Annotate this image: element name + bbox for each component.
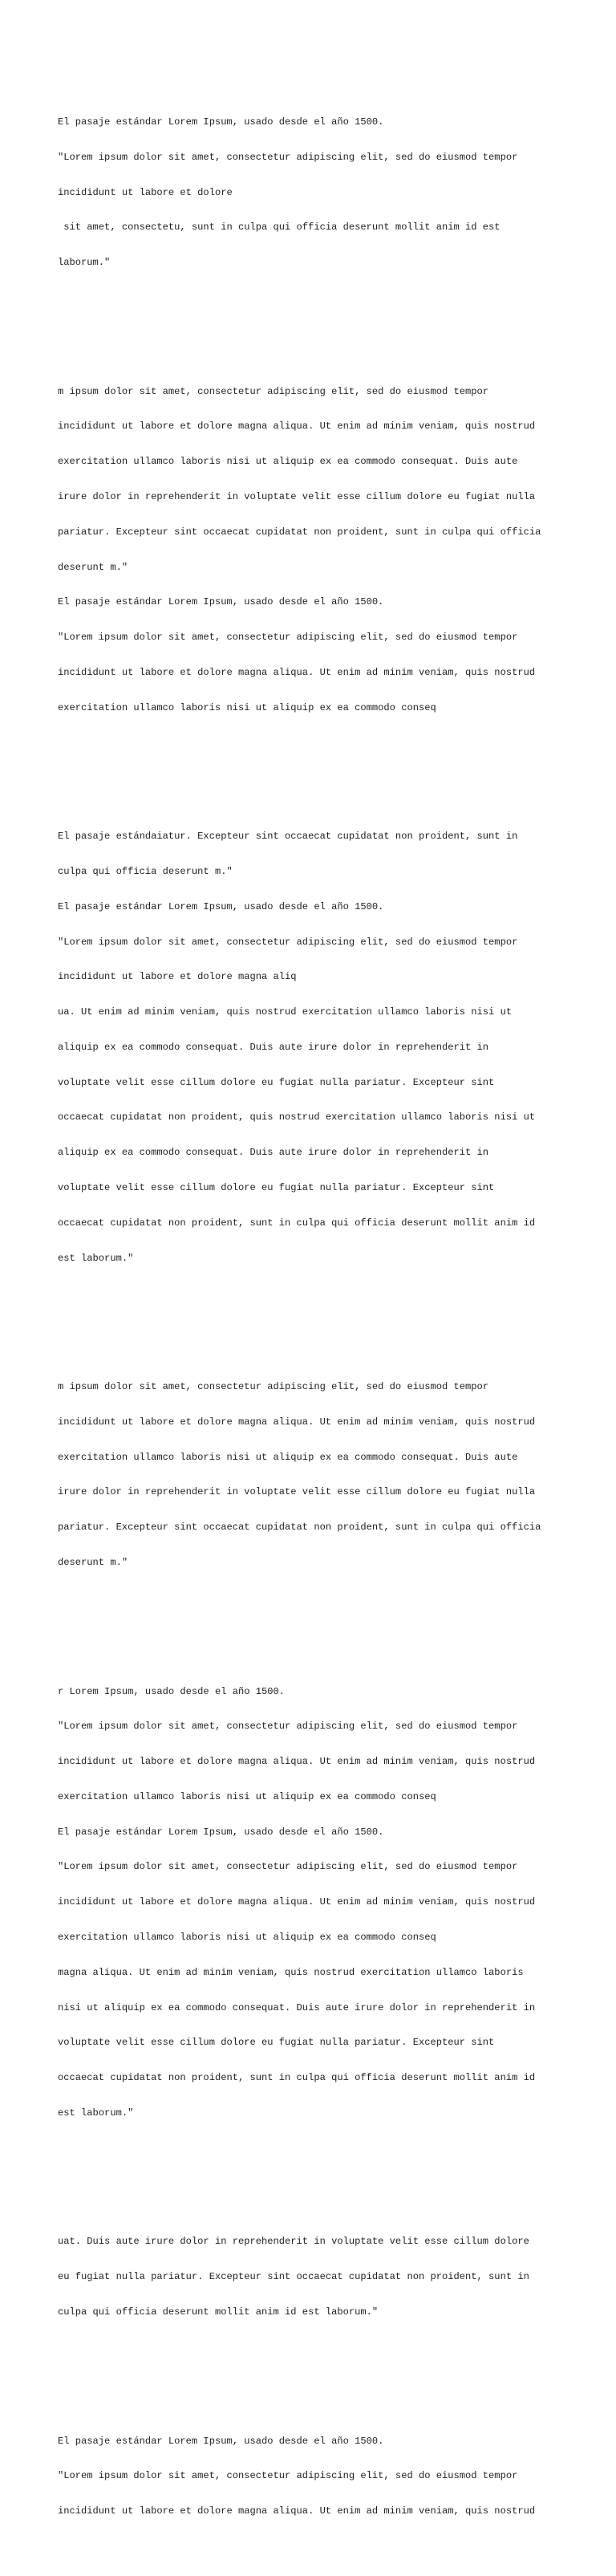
- blank-line: [58, 1311, 571, 1323]
- blank-line: [58, 761, 571, 773]
- paragraph-7: [58, 2411, 571, 2541]
- text-line: "Lorem ipsum dolor sit amet, consectetur adipiscing elit, sed do eiusmod tempor: [58, 2470, 518, 2482]
- text-line: "Lorem ipsum dolor sit amet, consectetur adipiscing elit, sed do eiusmod tempor: [58, 936, 518, 948]
- text-line: voluptate velit esse cillum dolore eu fugiat nulla pariatur. Excepteur sint: [58, 2037, 495, 2049]
- text-line: incididunt ut labore et dolore: [58, 186, 233, 198]
- text-line: occaecat cupidatat non proident, sunt in culpa qui officia deserunt mollit anim id: [58, 2072, 536, 2084]
- text-line: irure dolor in reprehenderit in voluptate velit esse cillum dolore eu fugiat nulla: [58, 490, 536, 502]
- text-line: m ipsum dolor sit amet, consectetur adipiscing elit, sed do eiusmod tempor: [58, 1381, 489, 1393]
- text-line: voluptate velit esse cillum dolore eu fugiat nulla pariatur. Excepteur sint: [58, 1076, 495, 1088]
- text-line: "Lorem ipsum dolor sit amet, consectetur adipiscing elit, sed do eiusmod tempor: [58, 632, 518, 644]
- text-line: deserunt m.": [58, 561, 128, 573]
- blank-line: [58, 2166, 571, 2178]
- paragraph-6: [58, 2212, 571, 2342]
- text-line: nisi ut aliquip ex ea commodo consequat. Duis aute irure dolor in reprehenderit in: [58, 2001, 536, 2013]
- text-line: irure dolor in reprehenderit in voluptate velit esse cillum dolore eu fugiat nulla: [58, 1486, 536, 1498]
- text-line: aliquip ex ea commodo consequat. Duis aute irure dolor in reprehenderit in: [58, 1147, 489, 1159]
- text-line: est laborum.": [58, 1252, 134, 1264]
- text-line: "Lorem ipsum dolor sit amet, consectetur adipiscing elit, sed do eiusmod tempor: [58, 1861, 518, 1873]
- text-line: est laborum.": [58, 2107, 134, 2119]
- text-line: culpa qui officia deserunt mollit anim id est laborum.": [58, 2306, 379, 2318]
- paragraph-1: [58, 93, 571, 292]
- text-line: El pasaje estándar Lorem Ipsum, usado desde el año 1500.: [58, 1826, 384, 1838]
- text-line: pariatur. Excepteur sint occaecat cupidatat non proident, sunt in culpa qui officia: [58, 1522, 541, 1534]
- text-line: exercitation ullamco laboris nisi ut aliquip ex ea commodo conseq: [58, 701, 436, 713]
- text-line: pariatur. Excepteur sint occaecat cupidatat non proident, sunt in culpa qui officia: [58, 526, 541, 538]
- text-line: El pasaje estándar Lorem Ipsum, usado desde el año 1500.: [58, 900, 384, 912]
- text-line: laborum.": [58, 257, 111, 269]
- text-line: incididunt ut labore et dolore magna aliqua. Ut enim ad minim veniam, quis nostrud: [58, 421, 536, 433]
- text-line: voluptate velit esse cillum dolore eu fugiat nulla pariatur. Excepteur sint: [58, 1182, 495, 1193]
- text-line: exercitation ullamco laboris nisi ut aliquip ex ea commodo consequat. Duis aute: [58, 1451, 518, 1463]
- text-line: incididunt ut labore et dolore magna aliqua. Ut enim ad minim veniam, quis nostrud: [58, 666, 536, 678]
- text-line: aliquip ex ea commodo consequat. Duis aute irure dolor in reprehenderit in: [58, 1041, 489, 1053]
- text-line: magna aliqua. Ut enim ad minim veniam, quis nostrud exercitation ullamco laboris: [58, 1966, 524, 1978]
- document-body: [58, 58, 571, 2576]
- text-line: r Lorem Ipsum, usado desde el año 1500.: [58, 1685, 286, 1697]
- blank-line: [58, 315, 571, 327]
- text-line: incididunt ut labore et dolore magna aliqua. Ut enim ad minim veniam, quis nostrud: [58, 1756, 536, 1768]
- text-line: sit amet, consectetu, sunt in culpa qui officia deserunt mollit anim id est: [58, 221, 500, 234]
- text-line: El pasaje estándaiatur. Excepteur sint occaecat cupidatat non proident, sunt in: [58, 831, 518, 843]
- text-line: exercitation ullamco laboris nisi ut aliquip ex ea commodo consequat. Duis aute: [58, 456, 518, 468]
- text-line: El pasaje estándar Lorem Ipsum, usado desde el año 1500.: [58, 2435, 384, 2447]
- paragraph-5: [58, 1662, 571, 2142]
- text-line: "Lorem ipsum dolor sit amet, consectetur adipiscing elit, sed do eiusmod tempor: [58, 1721, 518, 1733]
- text-line: occaecat cupidatat non proident, quis nostrud exercitation ullamco laboris nisi ut: [58, 1111, 536, 1123]
- paragraph-3: [58, 807, 571, 1287]
- text-line: incididunt ut labore et dolore magna aliqua. Ut enim ad minim veniam, quis nostrud: [58, 1896, 536, 1908]
- text-line: El pasaje estándar Lorem Ipsum, usado desde el año 1500.: [58, 116, 384, 128]
- text-line: El pasaje estándar Lorem Ipsum, usado desde el año 1500.: [58, 596, 384, 608]
- text-line: exercitation ullamco laboris nisi ut aliquip ex ea commodo conseq: [58, 1932, 436, 1943]
- blank-line: [58, 1615, 571, 1627]
- text-line: m ipsum dolor sit amet, consectetur adipiscing elit, sed do eiusmod tempor: [58, 385, 489, 397]
- paragraph-4: [58, 1358, 571, 1592]
- text-line: "Lorem ipsum dolor sit amet, consectetur adipiscing elit, sed do eiusmod tempor: [58, 151, 518, 163]
- text-line: incididunt ut labore et dolore magna aliqua. Ut enim ad minim veniam, quis nostrud: [58, 2505, 536, 2517]
- text-line: ua. Ut enim ad minim veniam, quis nostrud exercitation ullamco laboris nisi ut: [58, 1006, 513, 1018]
- text-line: eu fugiat nulla pariatur. Excepteur sint occaecat cupidatat non proident, sunt in: [58, 2271, 529, 2283]
- text-line: exercitation ullamco laboris nisi ut aliquip ex ea commodo conseq: [58, 1790, 436, 1802]
- text-line: uat. Duis aute irure dolor in reprehenderit in voluptate velit esse cillum dolore: [58, 2236, 529, 2248]
- text-line: incididunt ut labore et dolore magna aliq: [58, 971, 297, 983]
- text-line: deserunt m.": [58, 1557, 128, 1568]
- text-line: culpa qui officia deserunt m.": [58, 865, 233, 877]
- paragraph-2: [58, 362, 571, 737]
- blank-line: [58, 2365, 571, 2377]
- text-line: incididunt ut labore et dolore magna aliqua. Ut enim ad minim veniam, quis nostrud: [58, 1416, 536, 1428]
- text-line: occaecat cupidatat non proident, sunt in culpa qui officia deserunt mollit anim id: [58, 1217, 536, 1229]
